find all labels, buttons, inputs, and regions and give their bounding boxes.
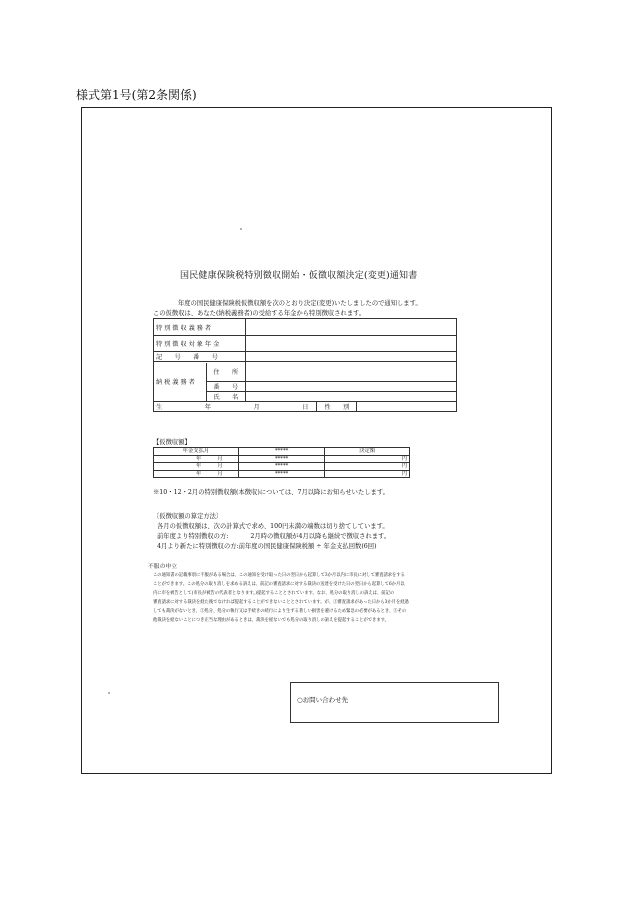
address-label: 住 所 [207,363,245,382]
calc-line-2-text: 2月時の徴収額が4月以降も継続で徴収されます。 [250,533,391,540]
appeal-line: 内に市を被告として(市長が被告の代表者となります。)提起することとされています。なお、処分の取り消しの訴えは、前記の [153,591,395,596]
calc-line-3: 4月より新たに特別徴収の方:前年度の国民健康保険税額 ÷ 年金支払回数(6回) [157,543,377,550]
table-row [154,463,410,471]
row-yen: 円 [325,463,410,471]
taxpayer-info-table [153,318,457,412]
gender-value [357,402,457,412]
gender-label: 性 別 [317,402,357,412]
notice-intro-2: この仮徴収は、あなた(納税義務者)の受給する年金から特別徴収されます。 [153,310,366,317]
table-row [154,455,410,463]
pension-label: 特 別 徴 収 対 象 年 金 [154,336,246,352]
row-year: 年 [196,470,202,477]
notice-intro: 年度の国民健康保険税仮徴収額を次のとおり決定(変更)いたしましたので通知します。 [178,300,422,307]
name-value [245,392,456,402]
row-yen: 円 [325,455,410,463]
table-row [154,470,410,478]
number-value [245,382,456,392]
birth-day-label: 日 [302,404,309,411]
form-style-label: 様式第1号(第2条関係) [76,88,197,102]
appeal-line: 他裁決を経ないことにつき正当な理由があるときは、裁決を経ないでも処分の取り消しの訴えを提起することができます。 [153,618,389,623]
calc-line-2-label: 前年度より特別徴収の方: [157,533,229,540]
birth-label: 生 [156,404,163,411]
pension-value [245,336,456,352]
name-label: 氏 名 [213,393,239,401]
taxpayer-label: 納 税 義 務 者 [156,379,195,386]
row-year: 年 [196,463,202,469]
col-mask-header: ***** [238,448,325,456]
symbol-number-label: 記 号 番 号 [154,352,246,362]
amount-heading: 【仮徴収額】 [153,439,191,446]
calc-heading: 〔仮徴収額の算定方法〕 [153,513,223,520]
col-month-header: 年金支払月 [154,448,239,456]
provisional-amount-table [153,447,410,478]
contact-label: ○お問い合わせ先 [297,696,349,704]
withholder-value [245,319,456,336]
row-mask: ***** [238,470,325,478]
scan-speck [240,228,242,230]
symbol-number-value [245,352,456,362]
notice-frame [81,107,552,774]
appeal-line: しても裁決がないとき、②処分、処分の執行又は手続きの続行により生ずる著しい損害を避けるため緊急の必要があるとき、③その [153,609,407,614]
calc-line-1: 各月の仮徴収額は、次の計算式で求め、100円未満の端数は切り捨てしています。 [157,523,389,530]
appeal-heading: 不服の申立 [148,564,177,570]
col-amount-header: 決定額 [325,448,410,456]
calc-line-2 [157,531,390,540]
birth-month-label: 月 [253,404,260,411]
row-yen: 円 [325,470,410,478]
taxpayer-cell [154,362,246,402]
row-year: 年 [196,455,202,462]
scan-speck [108,692,110,694]
contact-box [290,682,499,723]
row-month: 月 [217,455,223,462]
birthdate-cell [154,402,317,412]
row-month: 月 [217,463,223,469]
number-label: 番 号 [207,382,245,392]
amount-footnote: ※10・12・2月の特別徴収額(本徴収)については、7月以降にお知らせいたします。 [153,489,389,496]
appeal-line: この通知書の記載事項に不服がある場合は、この通知を受け取った日の翌日から起算して3か月以内に市長に対して審査請求をする [153,573,405,578]
withholder-label: 特 別 徴 収 義 務 者 [154,319,246,336]
appeal-body [153,571,409,625]
notice-title: 国民健康保険税特別徴収開始・仮徴収額決定(変更)通知書 [180,271,418,281]
row-mask: ***** [238,455,325,463]
appeal-line: ことができます。この処分の取り消しを求める訴えは、前記の審査請求に対する裁決の送達を受けた日の翌日から起算して6か月以 [153,582,405,587]
appeal-line: 審査請求に対する裁決を経た後でなければ提起することができないこととされています。が、①審査請求があった日から3か月を経過 [153,600,409,605]
row-month: 月 [217,470,223,477]
birth-year-label: 年 [204,404,211,411]
address-value [245,362,456,382]
row-mask: ***** [238,463,325,471]
